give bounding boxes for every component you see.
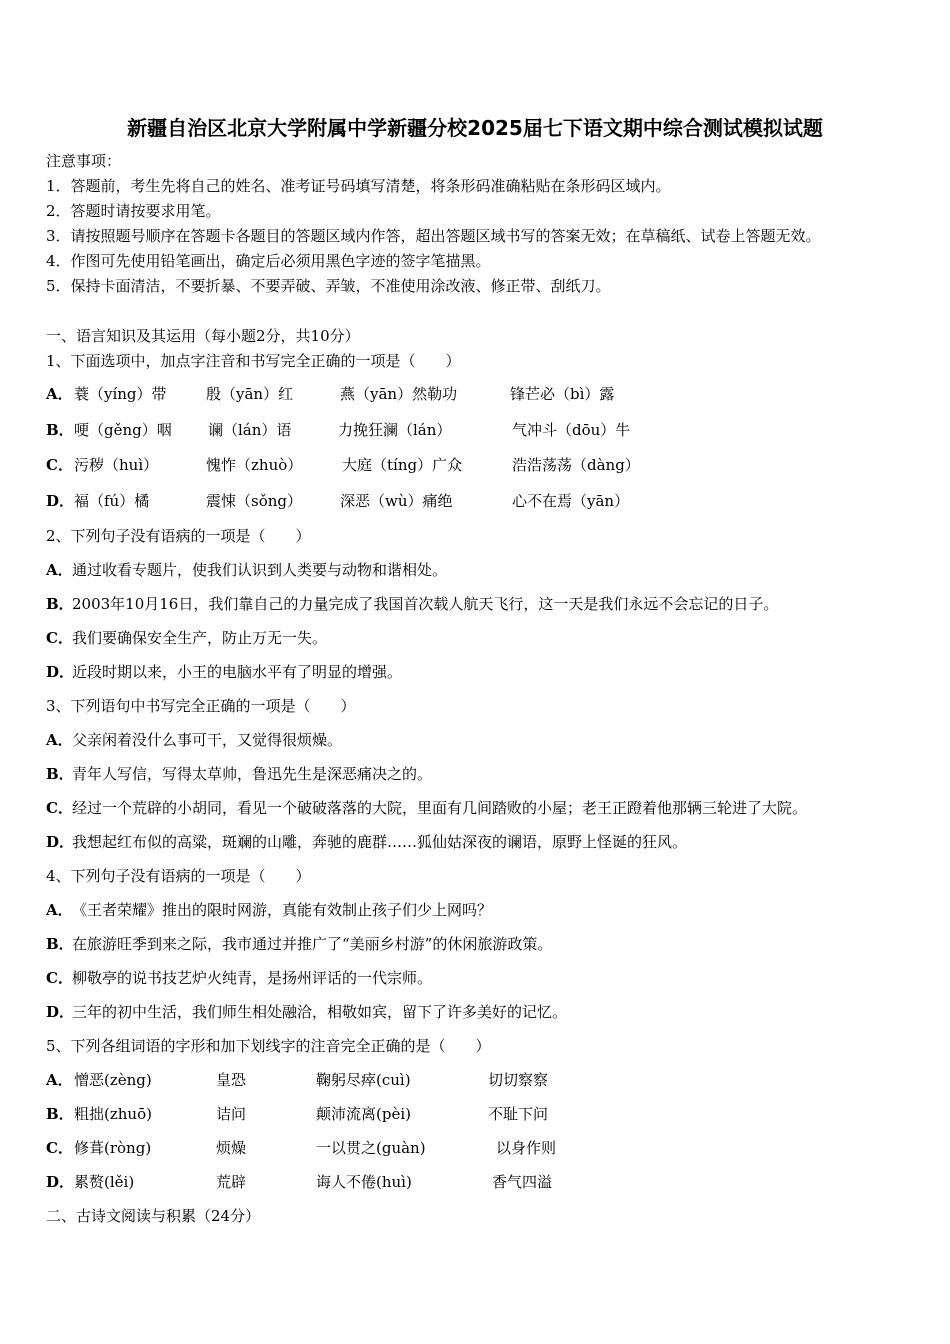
q3-option-a — [46, 730, 342, 750]
option-word: 哽（gěng）咽 — [74, 421, 172, 439]
option-text: 三年的初中生活，我们师生相处融洽，相敬如宾，留下了许多美好的记忆。 — [72, 1003, 568, 1021]
notes-item: 5．保持卡面清洁，不要折暴、不要弄破、弄皱，不准使用涂改液、修正带、刮纸刀。 — [46, 277, 611, 295]
option-letter: C． — [46, 629, 73, 647]
option-word: 修葺(ròng) — [74, 1139, 152, 1157]
q4-option-d — [46, 1002, 567, 1022]
option-letter: A． — [46, 731, 73, 749]
question-1-stem: 1、下面选项中，加点字注音和书写完全正确的一项是（ ） — [46, 352, 461, 370]
option-word: 鞠躬尽瘁(cuì) — [316, 1071, 411, 1089]
option-letter: A． — [46, 901, 73, 919]
option-word: 烦燥 — [216, 1139, 247, 1157]
section-heading-1: 一、语言知识及其运用（每小题2分，共10分） — [46, 327, 360, 345]
option-word: 力挽狂澜（lán） — [338, 421, 452, 439]
option-letter: C． — [46, 799, 73, 817]
option-word: 诘问 — [216, 1105, 247, 1123]
option-word: 燕（yān）然勒功 — [340, 385, 458, 403]
option-word: 累赘(lěi) — [74, 1173, 135, 1191]
question-3-stem: 3、下列语句中书写完全正确的一项是（ ） — [46, 697, 356, 715]
option-word: 大庭（tíng）广众 — [342, 456, 463, 474]
notes-item: 1．答题前，考生先将自己的姓名、准考证号码填写清楚，将条形码准确粘贴在条形码区域内。 — [46, 177, 671, 195]
q2-option-b — [46, 594, 778, 614]
option-letter: B． — [46, 1105, 74, 1123]
q4-option-b — [46, 934, 552, 954]
option-word: 荒辟 — [216, 1173, 247, 1191]
option-word: 气冲斗（dōu）牛 — [512, 421, 631, 439]
q3-option-c — [46, 798, 807, 818]
q3-option-d — [46, 832, 687, 852]
q1-option-c — [46, 455, 906, 475]
question-2-stem: 2、下列句子没有语病的一项是（ ） — [46, 527, 311, 545]
option-word: 谰（lán）语 — [208, 421, 292, 439]
q3-option-b — [46, 764, 432, 784]
option-letter: B． — [46, 595, 74, 613]
option-letter: D． — [46, 492, 75, 510]
option-word: 颠沛流离(pèi) — [316, 1105, 411, 1123]
option-letter: A． — [46, 561, 73, 579]
option-word: 褔（fú）橘 — [74, 492, 150, 510]
q5-option-c — [46, 1138, 906, 1158]
option-text: 2003年10月16日，我们靠自己的力量完成了我国首次载人航天飞行，这一天是我们永远不会忘记的日子。 — [72, 595, 779, 613]
option-word: 浩浩荡荡（dàng） — [512, 456, 640, 474]
q1-option-b — [46, 420, 906, 440]
exam-title: 新疆自治区北京大学附属中学新疆分校2025届七下语文期中综合测试模拟试题 — [127, 116, 823, 140]
option-word: 香气四溢 — [492, 1173, 553, 1191]
option-letter: B． — [46, 765, 74, 783]
notes-item: 2．答题时请按要求用笔。 — [46, 202, 221, 220]
notes-item: 4．作图可先使用铅笔画出，确定后必须用黑色字迹的签字笔描黑。 — [46, 252, 491, 270]
option-text: 我们要确保安全生产，防止万无一失。 — [72, 629, 328, 647]
q1-option-a — [46, 384, 906, 404]
option-word: 震悚（sǒng） — [206, 492, 302, 510]
option-letter: C． — [46, 969, 73, 987]
option-letter: C． — [46, 1139, 73, 1157]
option-letter: A． — [46, 1071, 73, 1089]
option-letter: C． — [46, 456, 73, 474]
section-heading-2: 二、古诗文阅读与积累（24分） — [46, 1207, 261, 1225]
option-text: 通过收看专题片，使我们认识到人类要与动物和谐相处。 — [72, 561, 448, 579]
option-word: 深恶（wù）痛绝 — [340, 492, 453, 510]
q5-option-a — [46, 1070, 906, 1090]
option-word: 粗拙(zhuō) — [74, 1105, 152, 1123]
option-word: 污秽（huì） — [74, 456, 159, 474]
option-text: 在旅游旺季到来之际，我市通过并推广了“美丽乡村游”的休闲旅游政策。 — [72, 935, 553, 953]
option-letter: B． — [46, 421, 74, 439]
option-word: 一以贯之(guàn) — [316, 1139, 426, 1157]
option-text: 父亲闲着没什么事可干，又觉得很烦燥。 — [72, 731, 343, 749]
option-word: 不耻下问 — [488, 1105, 549, 1123]
q2-option-a — [46, 560, 447, 580]
q4-option-c — [46, 968, 432, 988]
option-text: 青年人写信，写得太草帅，鲁迅先生是深恶痛决之的。 — [72, 765, 433, 783]
option-letter: D． — [46, 833, 75, 851]
option-letter: D． — [46, 663, 75, 681]
option-word: 诲人不倦(huì) — [316, 1173, 412, 1191]
q5-option-b — [46, 1104, 906, 1124]
option-letter: A． — [46, 385, 73, 403]
q1-option-d — [46, 491, 906, 511]
q2-option-d — [46, 662, 402, 682]
option-text: 经过一个荒辟的小胡同，看见一个破破落落的大院，里面有几间踏败的小屋；老王正蹬着他那辆三轮进了大院。 — [72, 799, 808, 817]
option-word: 憎恶(zèng) — [74, 1071, 152, 1089]
option-word: 愧怍（zhuò） — [206, 456, 303, 474]
option-letter: D． — [46, 1173, 75, 1191]
option-word: 以身作则 — [496, 1139, 557, 1157]
q2-option-c — [46, 628, 327, 648]
option-word: 蓑（yíng）带 — [74, 385, 167, 403]
option-text: 我想起红布似的高粱，斑斓的山雕，奔驰的鹿群……狐仙姑深夜的谰语，原野上怪诞的狂风。 — [72, 833, 688, 851]
option-word: 心不在焉（yān） — [512, 492, 630, 510]
option-letter: D． — [46, 1003, 75, 1021]
option-text: 近段时期以来，小王的电脑水平有了明显的增强。 — [72, 663, 403, 681]
option-text: 柳敬亭的说书技艺炉火纯青，是扬州评话的一代宗师。 — [72, 969, 433, 987]
option-letter: B． — [46, 935, 74, 953]
q4-option-a — [46, 900, 492, 920]
option-word: 锋芒必（bì）露 — [510, 385, 615, 403]
option-word: 皇恐 — [216, 1071, 247, 1089]
question-5-stem: 5、下列各组词语的字形和加下划线字的注音完全正确的是（ ） — [46, 1037, 491, 1055]
option-word: 切切察察 — [488, 1071, 549, 1089]
option-text: 《王者荣耀》推出的限时网游，真能有效制止孩子们少上网吗？ — [72, 901, 493, 919]
q5-option-d — [46, 1172, 906, 1192]
question-4-stem: 4、下列句子没有语病的一项是（ ） — [46, 867, 311, 885]
notes-item: 3．请按照题号顺序在答题卡各题目的答题区域内作答，超出答题区域书写的答案无效；在草稿纸、试卷上答题无效。 — [46, 227, 821, 245]
notes-heading: 注意事项： — [46, 152, 122, 170]
option-word: 殷（yān）红 — [206, 385, 294, 403]
